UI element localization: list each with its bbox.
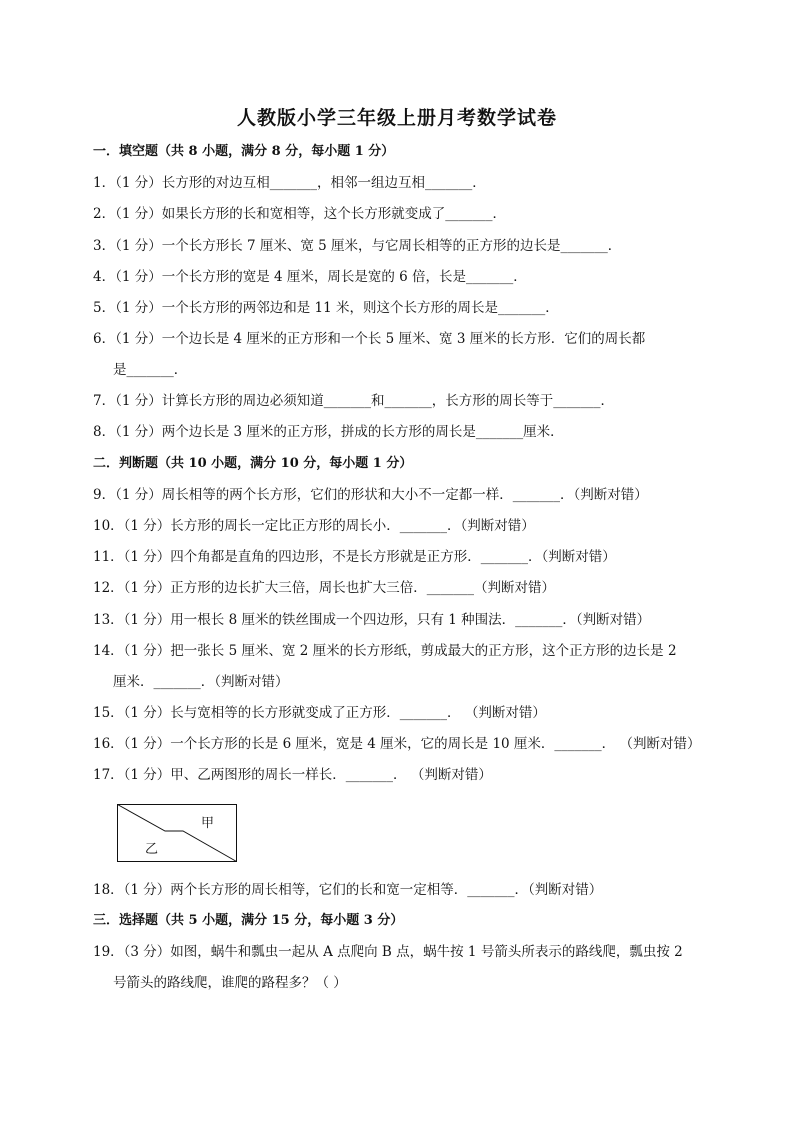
question-6-line-1: 6．（1 分）一个边长是 4 厘米的正方形和一个长 5 厘米、宽 3 厘米的长方形．它们的周长都 bbox=[93, 331, 646, 347]
question-6-line-2: 是_______． bbox=[113, 362, 188, 378]
question-10: 10．（1 分）长方形的周长一定比正方形的周长小．_______．（判断对错） bbox=[93, 518, 535, 534]
question-7: 7．（1 分）计算长方形的周边必须知道_______和_______，长方形的周长等于_______． bbox=[93, 393, 614, 409]
question-16: 16．（1 分）一个长方形的长是 6 厘米，宽是 4 厘米，它的周长是 10 厘米．_______． （判断对错） bbox=[93, 736, 701, 752]
section-heading-true-false: 二．判断题（共 10 小题，满分 10 分，每小题 1 分） bbox=[93, 456, 413, 471]
question-18: 18．（1 分）两个长方形的周长相等，它们的长和宽一定相等．_______．（判断对错） bbox=[93, 882, 603, 898]
section-heading-multiple-choice: 三．选择题（共 5 小题，满分 15 分，每小题 3 分） bbox=[93, 913, 404, 928]
question-8: 8．（1 分）两个边长是 3 厘米的正方形，拼成的长方形的周长是_______厘米． bbox=[93, 424, 564, 440]
section-heading-fill-blank: 一．填空题（共 8 小题，满分 8 分，每小题 1 分） bbox=[93, 144, 395, 159]
question-19-line-1: 19．（3 分）如图，蜗牛和瓢虫一起从 A 点爬向 B 点，蜗牛按 1 号箭头所表示的路线爬，瓢虫按 2 bbox=[93, 944, 683, 960]
question-14-line-1: 14．（1 分）把一张长 5 厘米、宽 2 厘米的长方形纸，剪成最大的正方形，这个正方形的边长是 2 bbox=[93, 643, 677, 659]
question-14-line-2: 厘米．_______．（判断对错） bbox=[113, 674, 289, 690]
question-13: 13．（1 分）用一根长 8 厘米的铁丝围成一个四边形，只有 1 种围法．_______．（判断对错） bbox=[93, 612, 651, 628]
perimeter-figure bbox=[117, 804, 237, 862]
question-3: 3．（1 分）一个长方形长 7 厘米、宽 5 厘米，与它周长相等的正方形的边长是_______． bbox=[93, 238, 622, 254]
figure-outer-rectangle bbox=[118, 805, 237, 862]
figure-label-jia: 甲 bbox=[201, 816, 215, 831]
question-19-line-2: 号箭头的路线爬，谁爬的路程多？（ ） bbox=[113, 975, 347, 991]
question-12: 12．（1 分）正方形的边长扩大三倍，周长也扩大三倍．_______（判断对错） bbox=[93, 580, 556, 596]
question-4: 4．（1 分）一个长方形的宽是 4 厘米，周长是宽的 6 倍，长是_______． bbox=[93, 269, 527, 285]
question-1: 1．（1 分）长方形的对边互相_______，相邻一组边互相_______． bbox=[93, 175, 486, 191]
question-15: 15．（1 分）长与宽相等的长方形就变成了正方形．_______． （判断对错） bbox=[93, 705, 546, 721]
figure-dividing-path bbox=[118, 805, 237, 862]
question-9: 9．（1 分）周长相等的两个长方形，它们的形状和大小不一定都一样．_______．（判断对错） bbox=[93, 487, 648, 503]
figure-label-yi: 乙 bbox=[145, 842, 159, 857]
question-11: 11．（1 分）四个角都是直角的四边形，不是长方形就是正方形．_______．（判断对错） bbox=[93, 549, 616, 565]
question-17: 17．（1 分）甲、乙两图形的周长一样长．_______． （判断对错） bbox=[93, 767, 492, 783]
question-2: 2．（1 分）如果长方形的长和宽相等，这个长方形就变成了_______． bbox=[93, 206, 506, 222]
question-5: 5．（1 分）一个长方形的两邻边和是 11 米，则这个长方形的周长是_______． bbox=[93, 300, 559, 316]
page-title: 人教版小学三年级上册月考数学试卷 bbox=[236, 107, 557, 129]
